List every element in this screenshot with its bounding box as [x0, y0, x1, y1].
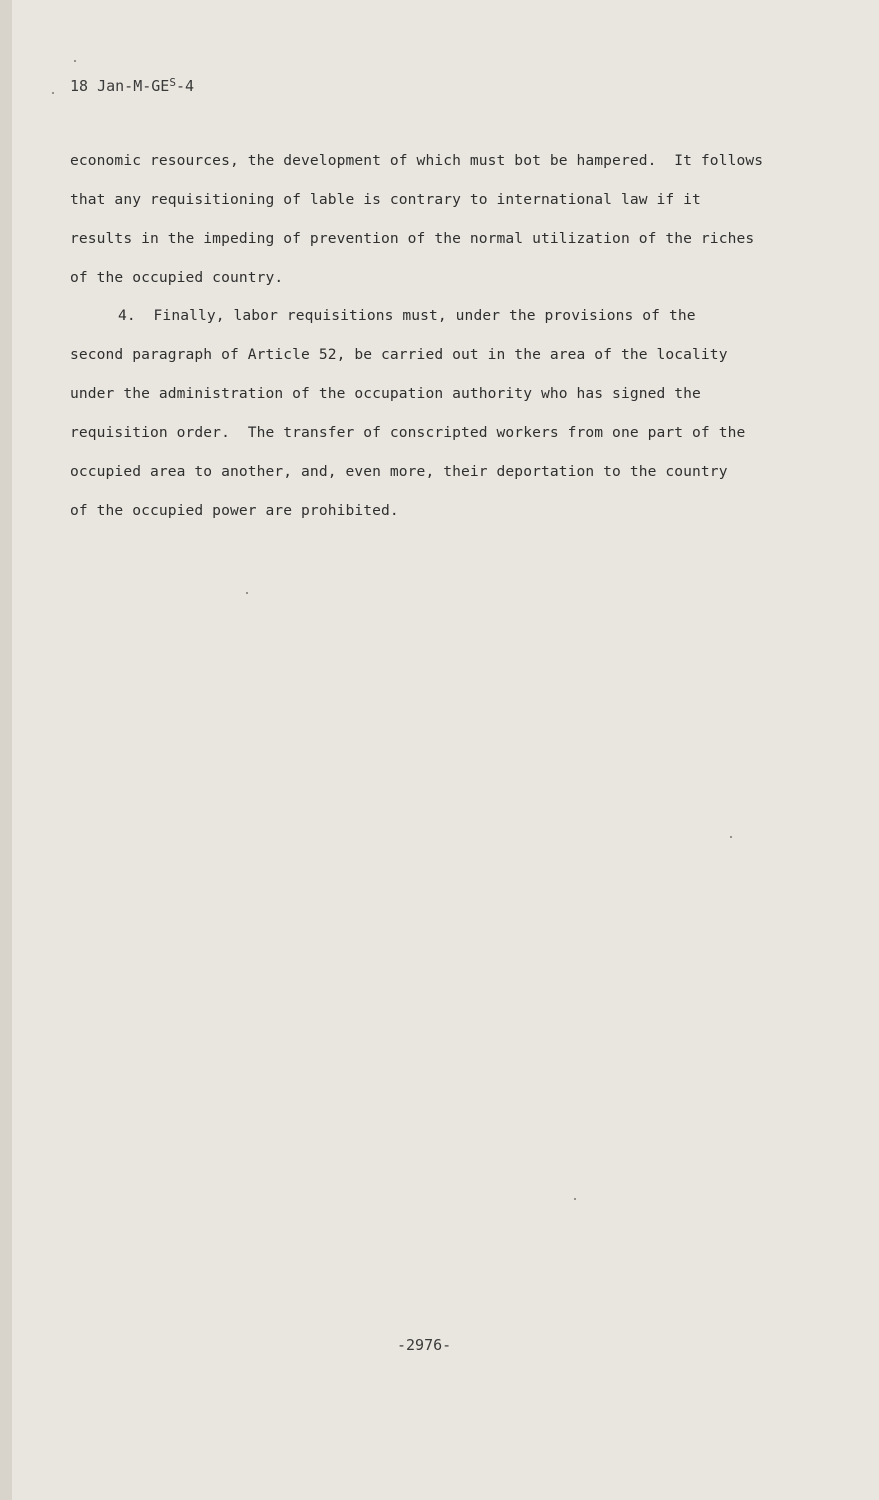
paper-speck: [52, 92, 54, 94]
reference-superscript: S: [169, 76, 176, 89]
text-line: of the occupied power are prohibited.: [70, 502, 399, 519]
text-line: second paragraph of Article 52, be carried out in the area of the locality: [70, 346, 728, 363]
text-line: that any requisitioning of lable is contrary to international law if it: [70, 191, 701, 208]
paper-speck: [246, 592, 248, 594]
paper-speck: [74, 60, 76, 62]
paper-speck: [574, 1198, 576, 1200]
text-line: economic resources, the development of which must bot be hampered. It follows: [70, 152, 764, 169]
reference-main: 18 Jan-M-GE: [70, 77, 170, 95]
text-line: under the administration of the occupation authority who has signed the: [70, 385, 701, 402]
text-line: results in the impeding of prevention of the normal utilization of the riches: [70, 230, 755, 247]
text-line: of the occupied country.: [70, 269, 284, 286]
text-line: 4. Finally, labor requisitions must, under the provisions of the: [118, 307, 696, 324]
reference-tail: -4: [175, 77, 195, 95]
paper-speck: [730, 836, 732, 838]
text-line: requisition order. The transfer of conscripted workers from one part of the: [70, 424, 746, 441]
text-line: occupied area to another, and, even more, their deportation to the country: [70, 463, 728, 480]
document-reference: [70, 76, 194, 95]
page-number: -2976-: [397, 1336, 452, 1354]
